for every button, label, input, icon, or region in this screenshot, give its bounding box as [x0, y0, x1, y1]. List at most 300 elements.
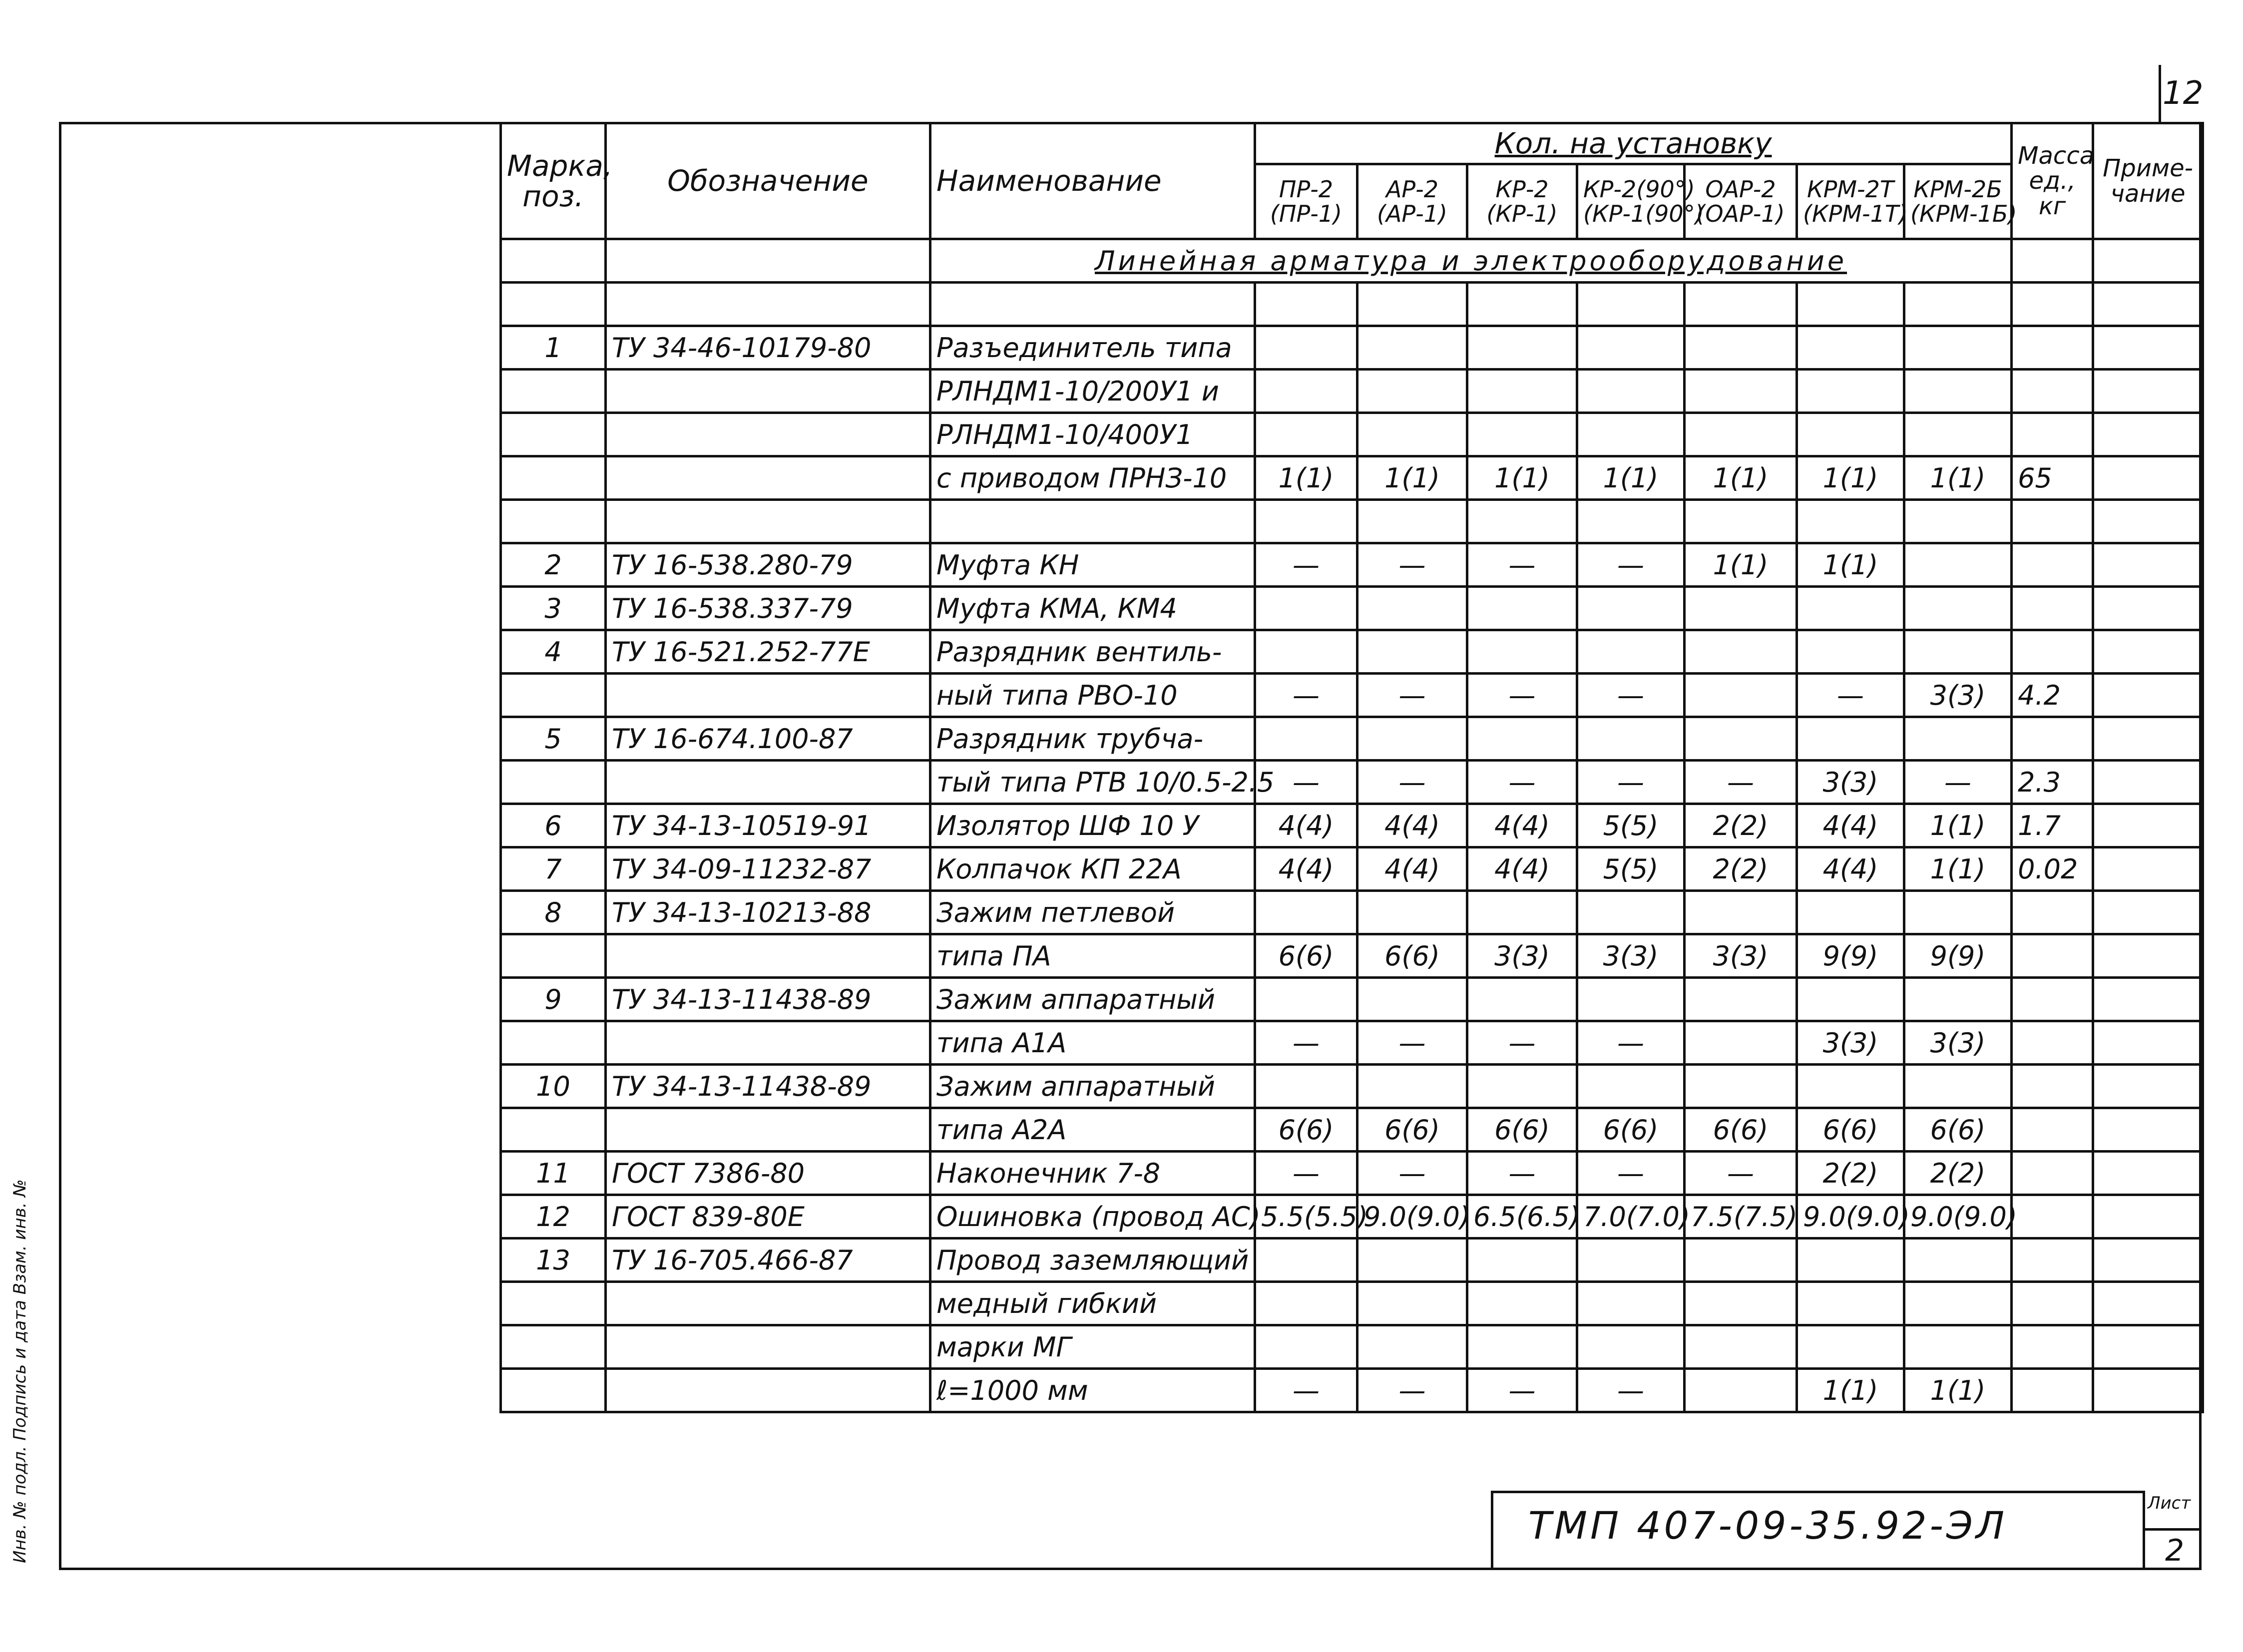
- note-cell: [2093, 543, 2203, 587]
- designation-cell: ТУ 34-13-11438-89: [606, 978, 930, 1021]
- qty-cell: —: [1467, 1369, 1577, 1412]
- qty-cell: [1577, 1065, 1685, 1108]
- qty-cell: —: [1467, 674, 1577, 717]
- qty-cell: 1(1): [1467, 456, 1577, 500]
- qty-cell: [1467, 326, 1577, 370]
- table-row: [501, 1021, 2203, 1065]
- qty-cell: [1255, 413, 1357, 456]
- header-qty-bottom: (ОАР-1): [1696, 200, 1785, 227]
- qty-cell: —: [1467, 761, 1577, 804]
- qty-cell: [1577, 326, 1685, 370]
- qty-cell: 7.5(7.5): [1685, 1195, 1797, 1239]
- side-strip-text: Инв. № подл. Подпись и дата Взам. инв. №: [10, 1179, 30, 1563]
- table-row: [501, 370, 2203, 413]
- section-title: Линейная арматура и электрооборудование: [930, 239, 2012, 283]
- qty-cell: 6(6): [1357, 1108, 1467, 1152]
- mark-cell: [501, 456, 606, 500]
- qty-cell: —: [1577, 674, 1685, 717]
- sheet-value: 2: [2165, 1533, 2185, 1568]
- qty-cell: 1(1): [1904, 847, 2012, 891]
- header-qty-column: [1797, 164, 1908, 239]
- qty-cell: —: [1255, 1021, 1357, 1065]
- qty-cell: 4(4): [1357, 804, 1467, 847]
- note-cell: [2093, 1282, 2203, 1325]
- note-cell: [2093, 1152, 2203, 1195]
- qty-cell: [1467, 1325, 1577, 1369]
- table-row: [501, 978, 2203, 1021]
- qty-cell: [1904, 717, 2012, 761]
- qty-cell: [1357, 978, 1467, 1021]
- qty-cell: [1357, 1239, 1467, 1282]
- qty-cell: 1(1): [1255, 456, 1357, 500]
- qty-cell: [1255, 1325, 1357, 1369]
- qty-cell: 6(6): [1685, 1108, 1797, 1152]
- mark-cell: 11: [501, 1152, 606, 1195]
- qty-cell: —: [1797, 674, 1904, 717]
- note-cell: [2093, 283, 2203, 326]
- qty-cell: —: [1255, 1369, 1357, 1412]
- table-row: [501, 674, 2203, 717]
- name-cell: Муфта КМА, КМ4: [930, 587, 1255, 630]
- mass-cell: [2012, 543, 2093, 587]
- qty-cell: [1904, 370, 2012, 413]
- qty-cell: [1797, 630, 1904, 674]
- qty-cell: 3(3): [1467, 934, 1577, 978]
- qty-cell: —: [1255, 674, 1357, 717]
- name-cell: типа А2А: [930, 1108, 1255, 1152]
- qty-cell: [1467, 1282, 1577, 1325]
- mark-cell: 3: [501, 587, 606, 630]
- qty-cell: [1577, 283, 1685, 326]
- table-row: [501, 891, 2203, 934]
- qty-cell: [1577, 370, 1685, 413]
- note-cell: [2093, 456, 2203, 500]
- note-cell: [2093, 891, 2203, 934]
- name-cell: Разъединитель типа: [930, 326, 1255, 370]
- qty-cell: [1685, 1065, 1797, 1108]
- header-qty-top: КР-2: [1495, 176, 1549, 203]
- document-code: ТМП 407-09-35.92-ЭЛ: [1528, 1503, 2008, 1548]
- qty-cell: —: [1467, 1021, 1577, 1065]
- qty-cell: [1255, 587, 1357, 630]
- note-cell: [2093, 1021, 2203, 1065]
- qty-cell: [1577, 1239, 1685, 1282]
- table-row: [501, 847, 2203, 891]
- sheet-number-divider: [2159, 65, 2161, 123]
- qty-cell: [1685, 630, 1797, 674]
- qty-cell: 3(3): [1797, 761, 1904, 804]
- qty-cell: [1357, 1325, 1467, 1369]
- qty-cell: [1904, 891, 2012, 934]
- qty-cell: [1577, 1325, 1685, 1369]
- qty-cell: [1904, 630, 2012, 674]
- header-qty-bottom: (КРМ-1Б): [1910, 200, 2017, 227]
- qty-cell: 1(1): [1577, 456, 1685, 500]
- qty-cell: [1797, 1065, 1904, 1108]
- qty-cell: —: [1577, 1369, 1685, 1412]
- qty-cell: 2(2): [1797, 1152, 1904, 1195]
- qty-cell: 9(9): [1904, 934, 2012, 978]
- mark-cell: [501, 934, 606, 978]
- qty-cell: [1467, 370, 1577, 413]
- mark-cell: [501, 370, 606, 413]
- qty-cell: 5.5(5.5): [1255, 1195, 1357, 1239]
- qty-cell: 6(6): [1577, 1108, 1685, 1152]
- qty-cell: —: [1357, 674, 1467, 717]
- mark-cell: 8: [501, 891, 606, 934]
- table-row: [501, 1369, 2203, 1412]
- mark-cell: [501, 1325, 606, 1369]
- qty-cell: 1(1): [1357, 456, 1467, 500]
- header-qty-bottom: (АР-1): [1377, 200, 1447, 227]
- name-cell: с приводом ПРНЗ-10: [930, 456, 1255, 500]
- qty-cell: 6(6): [1255, 934, 1357, 978]
- note-cell: [2093, 1325, 2203, 1369]
- qty-cell: [1255, 500, 1357, 543]
- mass-cell: [2012, 500, 2093, 543]
- name-cell: медный гибкий: [930, 1282, 1255, 1325]
- designation-cell: ТУ 34-46-10179-80: [606, 326, 930, 370]
- qty-cell: 6(6): [1904, 1108, 2012, 1152]
- qty-cell: [1467, 630, 1577, 674]
- qty-cell: [1797, 500, 1904, 543]
- note-cell: [2093, 413, 2203, 456]
- qty-cell: [1255, 370, 1357, 413]
- header-qty-column: [1255, 164, 1357, 239]
- qty-cell: [1255, 891, 1357, 934]
- header-qty-top: КРМ-2Т: [1806, 176, 1894, 203]
- designation-cell: [606, 500, 930, 543]
- header-qty-bottom: (КРМ-1Т): [1803, 200, 1908, 227]
- designation-cell: [606, 674, 930, 717]
- qty-cell: [1255, 978, 1357, 1021]
- name-cell: Муфта КН: [930, 543, 1255, 587]
- mass-cell: [2012, 413, 2093, 456]
- qty-cell: [1467, 1239, 1577, 1282]
- qty-cell: 1(1): [1904, 804, 2012, 847]
- qty-cell: [1685, 413, 1797, 456]
- qty-cell: 9.0(9.0): [1357, 1195, 1467, 1239]
- designation-cell: ГОСТ 839-80Е: [606, 1195, 930, 1239]
- designation-cell: ТУ 16-521.252-77Е: [606, 630, 930, 674]
- note-cell: [2093, 500, 2203, 543]
- qty-cell: [1797, 1282, 1904, 1325]
- mass-cell: 1.7: [2012, 804, 2093, 847]
- header-qty-column: [1467, 164, 1577, 239]
- qty-cell: [1467, 891, 1577, 934]
- table-row: [501, 587, 2203, 630]
- mark-cell: [501, 1369, 606, 1412]
- mass-cell: [2012, 1152, 2093, 1195]
- qty-cell: 9(9): [1797, 934, 1904, 978]
- qty-cell: 5(5): [1577, 847, 1685, 891]
- note-cell: [2093, 1369, 2203, 1412]
- qty-cell: [1685, 717, 1797, 761]
- name-cell: РЛНДМ1-10/200У1 и: [930, 370, 1255, 413]
- qty-cell: 6(6): [1467, 1108, 1577, 1152]
- qty-cell: [1467, 587, 1577, 630]
- qty-cell: [1467, 283, 1577, 326]
- qty-cell: 5(5): [1577, 804, 1685, 847]
- mark-cell: [501, 1282, 606, 1325]
- mark-cell: 13: [501, 1239, 606, 1282]
- note-cell: [2093, 804, 2203, 847]
- name-cell: марки МГ: [930, 1325, 1255, 1369]
- qty-cell: —: [1904, 761, 2012, 804]
- header-qty-bottom: (КР-1(90°): [1583, 200, 1704, 227]
- specification-table: [499, 122, 2204, 1413]
- mass-cell: [2012, 1282, 2093, 1325]
- qty-cell: [1685, 370, 1797, 413]
- table-row: [501, 326, 2203, 370]
- mark-cell: 1: [501, 326, 606, 370]
- designation-cell: ТУ 34-13-11438-89: [606, 1065, 930, 1108]
- qty-cell: 1(1): [1797, 543, 1904, 587]
- qty-cell: [1904, 413, 2012, 456]
- qty-cell: 2(2): [1685, 847, 1797, 891]
- qty-cell: [1685, 1021, 1797, 1065]
- qty-cell: [1467, 500, 1577, 543]
- note-cell: [2093, 978, 2203, 1021]
- designation-cell: ТУ 16-538.337-79: [606, 587, 930, 630]
- name-cell: Ошиновка (провод АС): [930, 1195, 1255, 1239]
- designation-cell: ТУ 16-538.280-79: [606, 543, 930, 587]
- designation-cell: ТУ 34-13-10519-91: [606, 804, 930, 847]
- qty-cell: —: [1255, 761, 1357, 804]
- header-qty-top: КРМ-2Б: [1913, 176, 2002, 203]
- name-cell: ℓ=1000 мм: [930, 1369, 1255, 1412]
- qty-cell: 1(1): [1904, 456, 2012, 500]
- qty-cell: —: [1357, 1021, 1467, 1065]
- section-row: [501, 239, 2203, 283]
- qty-cell: [1577, 587, 1685, 630]
- mark-cell: [501, 413, 606, 456]
- qty-cell: [1685, 978, 1797, 1021]
- qty-cell: [1904, 1282, 2012, 1325]
- mark-cell: [501, 1021, 606, 1065]
- table-row: [501, 1108, 2203, 1152]
- qty-cell: [1577, 413, 1685, 456]
- table-row: [501, 413, 2203, 456]
- header-qty-group: Кол. на установку: [1255, 123, 2012, 164]
- qty-cell: [1685, 587, 1797, 630]
- mass-cell: [2012, 978, 2093, 1021]
- designation-cell: [606, 1108, 930, 1152]
- mass-cell: [2012, 934, 2093, 978]
- qty-cell: 3(3): [1904, 1021, 2012, 1065]
- qty-cell: [1904, 1239, 2012, 1282]
- header-mass: Масса ед., кг: [2012, 123, 2093, 239]
- name-cell: Изолятор ШФ 10 У: [930, 804, 1255, 847]
- name-cell: [930, 500, 1255, 543]
- qty-cell: [1255, 326, 1357, 370]
- mark-cell: 2: [501, 543, 606, 587]
- header-name: Наименование: [930, 123, 1255, 239]
- mass-cell: [2012, 1325, 2093, 1369]
- qty-cell: [1357, 717, 1467, 761]
- qty-cell: —: [1357, 543, 1467, 587]
- qty-cell: 4(4): [1255, 847, 1357, 891]
- qty-cell: 4(4): [1357, 847, 1467, 891]
- qty-cell: [1357, 1065, 1467, 1108]
- mass-cell: [2012, 1195, 2093, 1239]
- qty-cell: [1685, 891, 1797, 934]
- qty-cell: 3(3): [1904, 674, 2012, 717]
- side-strip: [26, 1109, 61, 1570]
- qty-cell: 7.0(7.0): [1577, 1195, 1685, 1239]
- name-cell: [930, 283, 1255, 326]
- mass-cell: 65: [2012, 456, 2093, 500]
- qty-cell: [1255, 1065, 1357, 1108]
- qty-cell: [1685, 326, 1797, 370]
- empty-cell: [606, 239, 930, 283]
- mass-cell: [2012, 326, 2093, 370]
- qty-cell: —: [1467, 1152, 1577, 1195]
- qty-cell: [1797, 283, 1904, 326]
- qty-cell: —: [1685, 1152, 1797, 1195]
- header-qty-column: [1357, 164, 1467, 239]
- qty-cell: [1904, 1065, 2012, 1108]
- qty-cell: 9.0(9.0): [1797, 1195, 1904, 1239]
- mass-cell: [2012, 283, 2093, 326]
- mark-cell: [501, 674, 606, 717]
- table-row: [501, 283, 2203, 326]
- note-cell: [2093, 1195, 2203, 1239]
- qty-cell: [1577, 500, 1685, 543]
- mass-cell: [2012, 587, 2093, 630]
- qty-cell: [1797, 326, 1904, 370]
- qty-cell: [1797, 891, 1904, 934]
- note-cell: [2093, 1239, 2203, 1282]
- table-row: [501, 1282, 2203, 1325]
- mass-cell: [2012, 1065, 2093, 1108]
- qty-cell: [1255, 1239, 1357, 1282]
- empty-cell: [501, 239, 606, 283]
- qty-cell: [1685, 674, 1797, 717]
- qty-cell: 1(1): [1797, 456, 1904, 500]
- table-row: [501, 1195, 2203, 1239]
- name-cell: Зажим петлевой: [930, 891, 1255, 934]
- name-cell: Разрядник вентиль-: [930, 630, 1255, 674]
- qty-cell: —: [1685, 761, 1797, 804]
- qty-cell: [1467, 1065, 1577, 1108]
- header-note: Приме- чание: [2093, 123, 2203, 239]
- qty-cell: 4(4): [1797, 804, 1904, 847]
- designation-cell: [606, 934, 930, 978]
- name-cell: Зажим аппаратный: [930, 1065, 1255, 1108]
- name-cell: Зажим аппаратный: [930, 978, 1255, 1021]
- qty-cell: —: [1357, 761, 1467, 804]
- header-qty-bottom: (КР-1): [1486, 200, 1558, 227]
- qty-cell: 6.5(6.5): [1467, 1195, 1577, 1239]
- qty-cell: [1255, 283, 1357, 326]
- qty-cell: —: [1577, 543, 1685, 587]
- mark-cell: 5: [501, 717, 606, 761]
- name-cell: Колпачок КП 22А: [930, 847, 1255, 891]
- name-cell: Провод заземляющий: [930, 1239, 1255, 1282]
- qty-cell: —: [1577, 1021, 1685, 1065]
- qty-cell: [1467, 413, 1577, 456]
- note-cell: [2093, 1065, 2203, 1108]
- table-row: [501, 543, 2203, 587]
- qty-cell: 1(1): [1685, 456, 1797, 500]
- qty-cell: [1797, 587, 1904, 630]
- mass-cell: [2012, 717, 2093, 761]
- qty-cell: 2(2): [1685, 804, 1797, 847]
- name-cell: Наконечник 7-8: [930, 1152, 1255, 1195]
- qty-cell: [1577, 1282, 1685, 1325]
- qty-cell: 1(1): [1797, 1369, 1904, 1412]
- name-cell: ный типа РВО-10: [930, 674, 1255, 717]
- qty-cell: [1904, 587, 2012, 630]
- qty-cell: 4(4): [1255, 804, 1357, 847]
- table-row: [501, 761, 2203, 804]
- designation-cell: [606, 413, 930, 456]
- qty-cell: [1357, 326, 1467, 370]
- mark-cell: 7: [501, 847, 606, 891]
- qty-cell: [1685, 1239, 1797, 1282]
- qty-cell: [1467, 978, 1577, 1021]
- note-cell: [2093, 717, 2203, 761]
- sheet-box-divider: [2143, 1528, 2202, 1531]
- mass-cell: [2012, 370, 2093, 413]
- mark-cell: 12: [501, 1195, 606, 1239]
- qty-cell: —: [1577, 761, 1685, 804]
- name-cell: типа ПА: [930, 934, 1255, 978]
- qty-cell: [1685, 1282, 1797, 1325]
- name-cell: тый типа РТВ 10/0.5-2.5: [930, 761, 1255, 804]
- qty-cell: [1255, 717, 1357, 761]
- mark-cell: [501, 1108, 606, 1152]
- table-row: [501, 1239, 2203, 1282]
- header-qty-top: ПР-2: [1279, 176, 1334, 203]
- qty-cell: [1904, 500, 2012, 543]
- mass-cell: 0.02: [2012, 847, 2093, 891]
- qty-cell: —: [1577, 1152, 1685, 1195]
- qty-cell: [1797, 1239, 1904, 1282]
- header-mark: Марка, поз.: [501, 123, 606, 239]
- table-row: [501, 1065, 2203, 1108]
- mark-cell: [501, 761, 606, 804]
- header-qty-top: АР-2: [1385, 176, 1439, 203]
- qty-cell: 6(6): [1797, 1108, 1904, 1152]
- qty-cell: [1904, 1325, 2012, 1369]
- qty-cell: [1797, 370, 1904, 413]
- name-cell: типа А1А: [930, 1021, 1255, 1065]
- qty-cell: 2(2): [1904, 1152, 2012, 1195]
- qty-cell: 3(3): [1797, 1021, 1904, 1065]
- designation-cell: ТУ 34-13-10213-88: [606, 891, 930, 934]
- empty-cell: [2012, 239, 2093, 283]
- qty-cell: —: [1255, 543, 1357, 587]
- header-qty-top: ОАР-2: [1705, 176, 1776, 203]
- qty-cell: —: [1357, 1152, 1467, 1195]
- table-row: [501, 500, 2203, 543]
- designation-cell: ТУ 16-705.466-87: [606, 1239, 930, 1282]
- qty-cell: [1577, 978, 1685, 1021]
- table-row: [501, 1152, 2203, 1195]
- qty-cell: [1357, 500, 1467, 543]
- designation-cell: [606, 456, 930, 500]
- mass-cell: [2012, 1239, 2093, 1282]
- empty-cell: [2093, 239, 2203, 283]
- note-cell: [2093, 847, 2203, 891]
- header-qty-column: [1577, 164, 1704, 239]
- designation-cell: [606, 1021, 930, 1065]
- mass-cell: 2.3: [2012, 761, 2093, 804]
- qty-cell: [1904, 283, 2012, 326]
- qty-cell: [1797, 1325, 1904, 1369]
